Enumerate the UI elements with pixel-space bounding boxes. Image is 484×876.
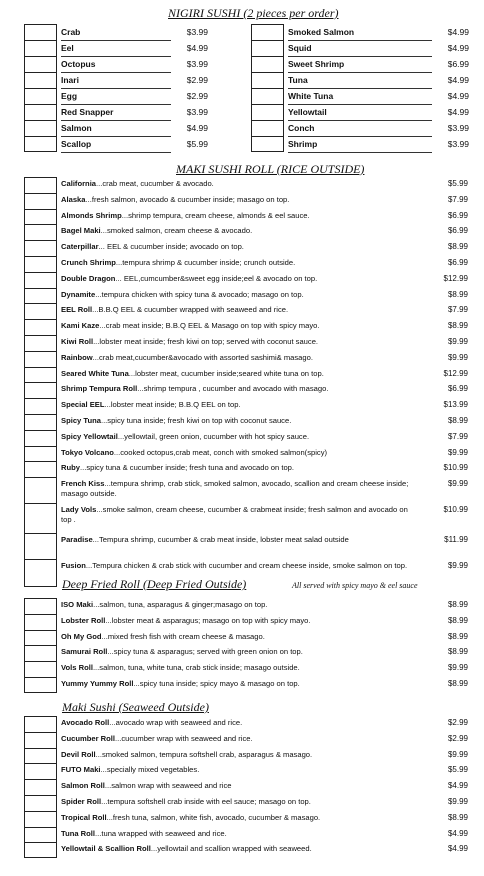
nigiri-name: White Tuna xyxy=(288,88,432,105)
item-detail: ...tempura chicken with spicy tuna & avocado; masago on top. xyxy=(95,289,304,299)
order-checkbox[interactable] xyxy=(24,240,57,256)
item-description xyxy=(61,337,416,347)
item-description xyxy=(61,242,416,252)
item-price: $12.99 xyxy=(443,368,468,378)
item-detail: ...crab meat,cucumber&avocado with assorted sashimi& masago. xyxy=(92,352,313,362)
item-detail: ...fresh tuna, salmon, white fish, avocado, cucumber & masago. xyxy=(106,812,321,822)
order-checkbox[interactable] xyxy=(24,335,57,351)
item-name: Avocado Roll xyxy=(61,718,110,727)
order-checkbox[interactable] xyxy=(24,398,57,414)
order-checkbox[interactable] xyxy=(251,56,284,72)
item-price: $8.99 xyxy=(447,647,468,657)
item-name: Tuna Roll xyxy=(61,828,96,838)
item-description xyxy=(61,226,416,236)
nigiri-item xyxy=(251,104,469,120)
item-name: Paradise xyxy=(61,535,93,545)
item-price: $11.99 xyxy=(444,535,468,545)
order-checkbox[interactable] xyxy=(24,559,57,587)
item-price: $9.99 xyxy=(447,663,468,673)
item-description xyxy=(61,400,416,410)
nigiri-name: Crab xyxy=(61,24,171,41)
nigiri-item xyxy=(251,40,469,56)
item-detail: ...smoked salmon, cream cheese & avocado. xyxy=(100,226,253,236)
nigiri-name: Salmon xyxy=(61,120,171,137)
order-checkbox[interactable] xyxy=(251,88,284,104)
item-name: Bagel Maki xyxy=(61,226,101,236)
item-description xyxy=(61,416,416,426)
item-name: Cucumber Roll xyxy=(61,733,116,743)
item-name: Ruby xyxy=(61,463,80,473)
item-description xyxy=(61,384,416,394)
order-checkbox[interactable] xyxy=(24,533,57,559)
item-description xyxy=(61,305,416,315)
item-description xyxy=(61,718,416,728)
order-checkbox[interactable] xyxy=(24,24,57,40)
item-name: Yellowtail & Scallion Roll xyxy=(61,844,151,854)
item-name: Lobster Roll xyxy=(61,615,106,625)
item-description xyxy=(61,632,416,642)
item-description xyxy=(61,750,416,760)
item-description xyxy=(61,432,416,442)
nigiri-item xyxy=(24,40,224,56)
item-description xyxy=(61,505,416,525)
item-price: $10.99 xyxy=(443,505,468,515)
nigiri-price: $3.99 xyxy=(447,123,469,133)
item-detail: ... EEL & cucumber inside; avocado on top. xyxy=(98,242,244,252)
item-detail: ...spicy tuna & asparagus; served with green onion on top. xyxy=(107,647,303,657)
item-description xyxy=(61,463,416,473)
item-name: FUTO Maki xyxy=(61,765,101,775)
item-description xyxy=(61,258,416,268)
item-description xyxy=(61,535,416,545)
nigiri-item xyxy=(251,88,469,104)
item-description xyxy=(61,274,416,284)
item-detail: ... EEL,cumcumber&sweet egg inside;eel & avocado on top. xyxy=(115,273,318,283)
item-name: Double Dragon xyxy=(61,273,116,283)
nigiri-item xyxy=(24,56,224,72)
item-name: California xyxy=(61,179,97,188)
order-checkbox[interactable] xyxy=(24,630,57,646)
item-price: $8.99 xyxy=(447,600,468,609)
item-name: Dynamite xyxy=(61,289,96,299)
order-checkbox[interactable] xyxy=(24,224,57,240)
item-name: Crunch Shrimp xyxy=(61,257,116,267)
nigiri-item xyxy=(251,24,469,40)
order-checkbox[interactable] xyxy=(24,72,57,88)
item-description xyxy=(61,179,416,189)
item-detail: ...smoked salmon, tempura softshell crab, asparagus & masago. xyxy=(95,749,313,759)
item-detail: ...Tempura shrimp, cucumber & crab meat inside, lobster meat salad outside xyxy=(92,535,349,545)
item-description xyxy=(61,561,416,571)
order-checkbox[interactable] xyxy=(24,120,57,136)
order-checkbox[interactable] xyxy=(24,763,57,779)
maki-sushi-title: Maki Sushi (Seaweed Outside) xyxy=(62,700,209,714)
item-name: Spicy Tuna xyxy=(61,415,101,425)
nigiri-price: $3.99 xyxy=(447,139,469,149)
item-detail: ...crab meat inside; B.B.Q EEL & Masago on top with spicy mayo. xyxy=(99,321,320,331)
order-checkbox[interactable] xyxy=(251,72,284,88)
order-checkbox[interactable] xyxy=(251,40,284,56)
item-price: $8.99 xyxy=(447,615,468,625)
item-description xyxy=(61,663,416,673)
deep-fried-note: All served with spicy mayo & eel sauce xyxy=(292,581,418,590)
item-name: EEL Roll xyxy=(61,305,93,315)
nigiri-item xyxy=(251,120,469,136)
item-price: $9.99 xyxy=(447,336,468,346)
item-name: Shrimp Tempura Roll xyxy=(61,384,138,394)
item-price: $8.99 xyxy=(447,812,468,822)
item-name: Tokyo Volcano xyxy=(61,447,114,457)
order-checkbox[interactable] xyxy=(24,598,57,614)
nigiri-name: Sweet Shrimp xyxy=(288,56,432,73)
item-description xyxy=(61,829,416,839)
item-description xyxy=(61,844,416,854)
item-detail: ...B.B.Q EEL & cucumber wrapped with seaweed and rice. xyxy=(92,305,289,315)
nigiri-item xyxy=(24,24,224,40)
nigiri-item xyxy=(24,72,224,88)
item-name: Samurai Roll xyxy=(61,647,108,657)
item-detail: ...spicy tuna & cucumber inside; fresh tuna and avocado on top. xyxy=(79,463,295,473)
item-price: $8.99 xyxy=(447,415,468,425)
item-detail: ...spicy tuna inside; spicy mayo & masago on top. xyxy=(133,678,300,688)
item-name: Special EEL xyxy=(61,400,105,410)
item-detail: ...tempura shrimp, crab stick, smoked salmon, avocado, scallion and cream cheese inside; masago outside. xyxy=(61,479,409,499)
item-price: $5.99 xyxy=(447,765,468,775)
order-checkbox[interactable] xyxy=(24,661,57,677)
nigiri-item xyxy=(251,72,469,88)
item-name: Seared White Tuna xyxy=(61,368,129,378)
nigiri-item xyxy=(251,136,469,152)
item-name: ISO Maki xyxy=(61,600,94,609)
item-detail: ...fresh salmon, avocado & cucumber inside; masago on top. xyxy=(85,194,290,204)
nigiri-item xyxy=(24,136,224,152)
deep-fried-title: Deep Fried Roll (Deep Fried Outside) xyxy=(62,577,247,591)
item-detail: ...salmon wrap with seaweed and rice xyxy=(104,781,232,791)
item-name: Fusion xyxy=(61,561,86,571)
item-description xyxy=(61,781,416,791)
order-checkbox[interactable] xyxy=(251,120,284,136)
order-checkbox[interactable] xyxy=(24,303,57,319)
order-checkbox[interactable] xyxy=(24,645,57,661)
item-description xyxy=(61,195,416,205)
item-name: Kiwi Roll xyxy=(61,336,94,346)
order-checkbox[interactable] xyxy=(24,414,57,430)
nigiri-price: $4.99 xyxy=(447,27,469,37)
item-price: $9.99 xyxy=(447,447,468,457)
nigiri-name: Scallop xyxy=(61,136,171,153)
order-checkbox[interactable] xyxy=(24,614,57,630)
item-detail: ...tempura shrimp & cucumber inside; crunch outside. xyxy=(115,257,296,267)
nigiri-item xyxy=(251,56,469,72)
item-price: $9.99 xyxy=(447,796,468,806)
nigiri-name: Squid xyxy=(288,40,432,57)
item-description xyxy=(61,369,416,379)
nigiri-right-column xyxy=(251,24,469,152)
item-detail: ...lobster meat & asparagus; masago on top with spicy mayo. xyxy=(105,615,311,625)
item-detail: ...tempura softshell crab inside with eel sauce; masago on top. xyxy=(101,796,311,806)
item-description xyxy=(61,765,416,775)
maki-roll-title: MAKI SUSHI ROLL (RICE OUTSIDE) xyxy=(176,162,365,176)
item-detail: ...lobster meat inside; B.B.Q EEL on top. xyxy=(104,400,241,410)
item-price: $8.99 xyxy=(447,242,468,252)
item-price: $9.99 xyxy=(447,561,468,571)
item-description xyxy=(61,679,416,689)
order-checkbox[interactable] xyxy=(24,461,57,477)
order-checkbox[interactable] xyxy=(24,367,57,383)
order-checkbox[interactable] xyxy=(24,56,57,72)
item-description xyxy=(61,600,416,610)
item-description xyxy=(61,290,416,300)
order-checkbox[interactable] xyxy=(24,795,57,811)
item-detail: ...lobster meat, cucumber inside;seared white tuna on top. xyxy=(128,368,324,378)
item-description xyxy=(61,353,416,363)
order-checkbox[interactable] xyxy=(24,716,57,732)
item-price: $6.99 xyxy=(447,384,468,394)
item-price: $12.99 xyxy=(443,273,468,283)
order-checkbox[interactable] xyxy=(24,779,57,795)
item-name: Salmon Roll xyxy=(61,781,105,791)
item-description xyxy=(61,813,416,823)
order-checkbox[interactable] xyxy=(24,256,57,272)
nigiri-price: $4.99 xyxy=(447,107,469,117)
order-checkbox[interactable] xyxy=(24,88,57,104)
item-detail: ...yellowtail, green onion, cucumber with hot spicy sauce. xyxy=(117,431,310,441)
item-price: $6.99 xyxy=(447,210,468,220)
nigiri-price: $4.99 xyxy=(447,43,469,53)
order-checkbox[interactable] xyxy=(24,748,57,764)
order-checkbox[interactable] xyxy=(24,811,57,827)
item-price: $8.99 xyxy=(447,289,468,299)
item-name: Alaska xyxy=(61,194,86,204)
order-checkbox[interactable] xyxy=(24,209,57,225)
item-name: Caterpillar xyxy=(61,242,99,252)
item-detail: ...mixed fresh fish with cream cheese & masago. xyxy=(101,631,265,641)
order-checkbox[interactable] xyxy=(24,104,57,120)
item-detail: ...cooked octopus,crab meat, conch with smoked salmon(spicy) xyxy=(113,447,328,457)
item-detail: ...shrimp tempura, cream cheese, almonds & eel sauce. xyxy=(121,210,310,220)
order-checkbox[interactable] xyxy=(24,677,57,693)
nigiri-price: $4.99 xyxy=(186,43,208,53)
nigiri-name: Octopus xyxy=(61,56,171,73)
item-name: Spider Roll xyxy=(61,796,102,806)
item-name: Lady Vols xyxy=(61,505,97,515)
nigiri-name: Conch xyxy=(288,120,432,137)
item-description xyxy=(61,479,416,499)
order-checkbox[interactable] xyxy=(24,382,57,398)
item-description xyxy=(61,647,416,657)
item-price: $4.99 xyxy=(447,781,468,791)
item-description xyxy=(61,321,416,331)
item-name: Oh My God xyxy=(61,631,102,641)
item-detail: ...shrimp tempura , cucumber and avocado with masago. xyxy=(137,384,329,394)
nigiri-item xyxy=(24,88,224,104)
item-detail: ...smoke salmon, cream cheese, cucumber & crabmeat inside; fresh salmon and avocado on top . xyxy=(61,505,408,525)
nigiri-title: NIGIRI SUSHI (2 pieces per order) xyxy=(168,6,339,20)
item-price: $6.99 xyxy=(447,257,468,267)
nigiri-price: $3.99 xyxy=(186,59,208,69)
nigiri-name: Yellowtail xyxy=(288,104,432,121)
nigiri-name: Tuna xyxy=(288,72,432,89)
order-checkbox[interactable] xyxy=(24,477,57,503)
order-checkbox[interactable] xyxy=(24,319,57,335)
item-detail: ...specially mixed vegetables. xyxy=(100,765,200,775)
item-price: $2.99 xyxy=(447,718,468,727)
nigiri-price: $5.99 xyxy=(186,139,208,149)
item-price: $4.99 xyxy=(447,844,468,854)
item-name: Devil Roll xyxy=(61,749,96,759)
nigiri-item xyxy=(24,120,224,136)
item-description xyxy=(61,797,416,807)
item-name: Spicy Yellowtail xyxy=(61,431,118,441)
nigiri-price: $6.99 xyxy=(447,59,469,69)
item-detail: ...salmon, tuna, asparagus & ginger;masago on top. xyxy=(93,600,268,609)
nigiri-price: $3.99 xyxy=(186,107,208,117)
item-detail: ...lobster meat inside; fresh kiwi on top; served with coconut sauce. xyxy=(93,336,319,346)
item-price: $9.99 xyxy=(447,749,468,759)
order-checkbox[interactable] xyxy=(251,24,284,40)
order-checkbox[interactable] xyxy=(24,351,57,367)
nigiri-price: $3.99 xyxy=(186,27,208,37)
nigiri-price: $2.99 xyxy=(186,75,208,85)
nigiri-item xyxy=(24,104,224,120)
order-checkbox[interactable] xyxy=(24,446,57,462)
item-price: $10.99 xyxy=(443,463,468,473)
item-name: Vols Roll xyxy=(61,663,93,673)
item-price: $7.99 xyxy=(447,431,468,441)
item-name: Almonds Shrimp xyxy=(61,210,122,220)
order-checkbox[interactable] xyxy=(24,40,57,56)
nigiri-name: Shrimp xyxy=(288,136,432,153)
item-detail: ...tuna wrapped with seaweed and rice. xyxy=(95,828,227,838)
nigiri-price: $4.99 xyxy=(447,91,469,101)
order-checkbox[interactable] xyxy=(251,136,284,152)
item-detail: ...Tempura chicken & crab stick with cucumber and cream cheese inside, smoke salmon on top. xyxy=(85,561,408,571)
item-detail: ...salmon, tuna, white tuna, crab stick inside; masago outside. xyxy=(92,663,300,673)
item-name: Kami Kaze xyxy=(61,321,100,331)
item-description xyxy=(61,734,416,744)
item-price: $8.99 xyxy=(447,678,468,688)
item-price: $2.99 xyxy=(447,733,468,743)
nigiri-name: Inari xyxy=(61,72,171,89)
order-checkbox[interactable] xyxy=(24,842,57,858)
order-checkbox[interactable] xyxy=(24,827,57,843)
item-price: $8.99 xyxy=(447,321,468,331)
item-price: $9.99 xyxy=(447,352,468,362)
item-description xyxy=(61,616,416,626)
item-description xyxy=(61,211,416,221)
item-price: $7.99 xyxy=(447,194,468,204)
order-checkbox[interactable] xyxy=(24,732,57,748)
item-detail: ...crab meat, cucumber & avocado. xyxy=(96,179,214,188)
nigiri-price: $4.99 xyxy=(186,123,208,133)
order-checkbox[interactable] xyxy=(24,136,57,152)
item-price: $9.99 xyxy=(447,479,468,489)
order-checkbox[interactable] xyxy=(24,272,57,288)
item-description xyxy=(61,448,416,458)
order-checkbox[interactable] xyxy=(251,104,284,120)
item-price: $4.99 xyxy=(447,828,468,838)
order-checkbox[interactable] xyxy=(24,503,57,533)
item-price: $5.99 xyxy=(447,179,468,188)
order-checkbox[interactable] xyxy=(24,177,57,193)
item-detail: ...avocado wrap with seaweed and rice. xyxy=(109,718,243,727)
nigiri-name: Red Snapper xyxy=(61,104,171,121)
nigiri-left-column xyxy=(24,24,224,152)
order-checkbox[interactable] xyxy=(24,288,57,304)
item-name: Rainbow xyxy=(61,352,93,362)
item-name: Yummy Yummy Roll xyxy=(61,678,134,688)
nigiri-price: $2.99 xyxy=(186,91,208,101)
item-price: $8.99 xyxy=(447,631,468,641)
nigiri-name: Smoked Salmon xyxy=(288,24,432,41)
item-detail: ...cucumber wrap with seaweed and rice. xyxy=(115,733,253,743)
item-price: $7.99 xyxy=(447,305,468,315)
item-price: $13.99 xyxy=(443,400,468,410)
nigiri-name: Egg xyxy=(61,88,171,105)
order-checkbox[interactable] xyxy=(24,193,57,209)
order-checkbox[interactable] xyxy=(24,430,57,446)
nigiri-name: Eel xyxy=(61,40,171,57)
item-name: French Kiss xyxy=(61,479,105,489)
item-name: Tropical Roll xyxy=(61,812,107,822)
item-price: $6.99 xyxy=(447,226,468,236)
item-detail: ...spicy tuna inside; fresh kiwi on top with coconut sauce. xyxy=(100,415,292,425)
nigiri-price: $4.99 xyxy=(447,75,469,85)
item-detail: ...yellowtail and scallion wrapped with seaweed. xyxy=(150,844,312,854)
